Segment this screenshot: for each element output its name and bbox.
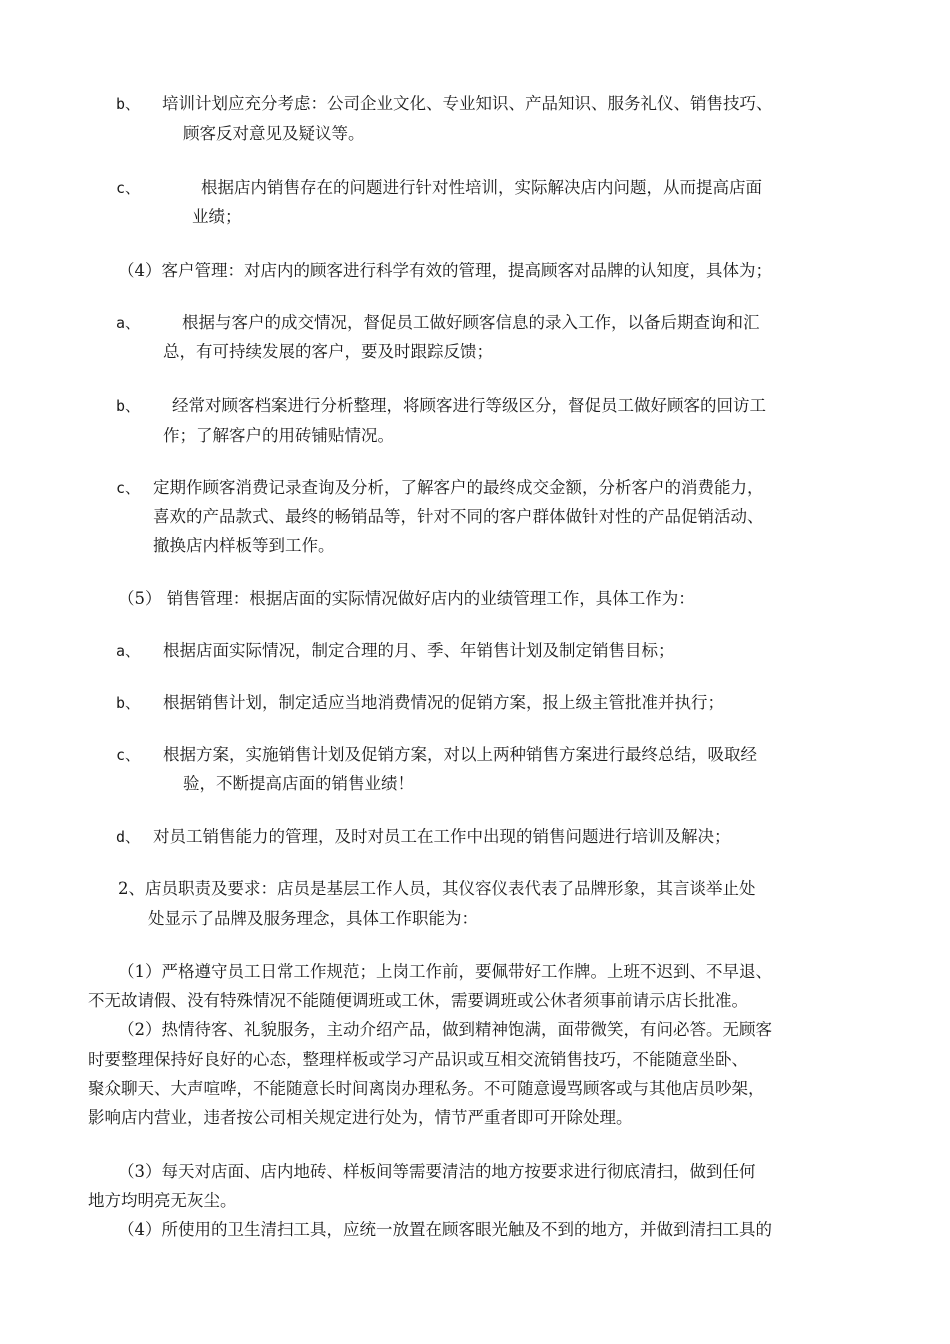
list-marker: d、	[116, 828, 141, 846]
list-marker: b、	[116, 95, 141, 113]
section-heading: 2、店员职责及要求：店员是基层工作人员，其仪容仪表代表了品牌形象，其言谈举止处	[118, 879, 756, 898]
paragraph-line: 定期作顾客消费记录查询及分析，了解客户的最终成交金额，分析客户的消费能力，	[153, 478, 764, 497]
paragraph-line: 聚众聊天、大声喧哗，不能随意长时间离岗办理私务。不可随意谩骂顾客或与其他店员吵架，	[88, 1079, 765, 1098]
section-heading: （5） 销售管理：根据店面的实际情况做好店内的业绩管理工作，具体工作为：	[118, 589, 695, 608]
paragraph-line: （2）热情待客、礼貌服务，主动介绍产品，做到精神饱满，面带微笑，有问必答。无顾客	[118, 1020, 772, 1039]
paragraph-line: 根据店面实际情况，制定合理的月、季、年销售计划及制定销售目标；	[163, 641, 675, 660]
paragraph-line: （3）每天对店面、店内地砖、样板间等需要清洁的地方按要求进行彻底清扫，做到任何	[118, 1162, 756, 1181]
paragraph-line: 培训计划应充分考虑：公司企业文化、专业知识、产品知识、服务礼仪、销售技巧、	[162, 94, 773, 113]
paragraph-line: 作；了解客户的用砖铺贴情况。	[163, 426, 394, 445]
paragraph-line: 根据销售计划，制定适应当地消费情况的促销方案，报上级主管批准并执行；	[163, 693, 724, 712]
paragraph-line: 总，有可持续发展的客户，要及时跟踪反馈；	[163, 342, 493, 361]
paragraph-line: 业绩；	[192, 207, 242, 226]
paragraph-line: 对员工销售能力的管理，及时对员工在工作中出现的销售问题进行培训及解决；	[153, 827, 731, 846]
paragraph-line: 验，不断提高店面的销售业绩！	[183, 774, 414, 793]
list-marker: b、	[116, 397, 141, 415]
list-marker: c、	[116, 746, 141, 764]
paragraph-line: 根据方案，实施销售计划及促销方案，对以上两种销售方案进行最终总结，吸取经	[163, 745, 757, 764]
paragraph-line: 不无故请假、没有特殊情况不能随便调班或工休，需要调班或公休者须事前请示店长批准。	[88, 991, 748, 1010]
paragraph-line: 影响店内营业，违者按公司相关规定进行处为，情节严重者即可开除处理。	[88, 1108, 633, 1127]
section-heading: （4）客户管理：对店内的顾客进行科学有效的管理，提高顾客对品牌的认知度，具体为；	[118, 261, 772, 280]
list-marker: c、	[116, 179, 141, 197]
paragraph-line: 撤换店内样板等到工作。	[153, 536, 335, 555]
paragraph-line: 经常对顾客档案进行分析整理，将顾客进行等级区分，督促员工做好顾客的回访工	[172, 396, 766, 415]
list-marker: a、	[116, 314, 141, 332]
list-marker: c、	[116, 479, 141, 497]
paragraph-line: 喜欢的产品款式、最终的畅销品等，针对不同的客户群体做针对性的产品促销活动、	[153, 507, 764, 526]
list-marker: a、	[116, 642, 141, 660]
paragraph-line: 根据店内销售存在的问题进行针对性培训，实际解决店内问题，从而提高店面	[201, 178, 762, 197]
list-marker: b、	[116, 694, 141, 712]
paragraph-line: 根据与客户的成交情况，督促员工做好顾客信息的录入工作，以备后期查询和汇	[182, 313, 760, 332]
paragraph-line: 时要整理保持好良好的心态，整理样板或学习产品识或互相交流销售技巧，不能随意坐卧、	[88, 1050, 748, 1069]
paragraph-line: 地方均明亮无灰尘。	[88, 1191, 237, 1210]
paragraph-line: （4）所使用的卫生清扫工具，应统一放置在顾客眼光触及不到的地方，并做到清扫工具的	[118, 1220, 772, 1239]
paragraph-line: （1）严格遵守员工日常工作规范；上岗工作前，要佩带好工作牌。上班不迟到、不早退、	[118, 962, 772, 981]
paragraph-line: 顾客反对意见及疑议等。	[183, 124, 365, 143]
paragraph-line: 处显示了品牌及服务理念，具体工作职能为：	[148, 909, 478, 928]
